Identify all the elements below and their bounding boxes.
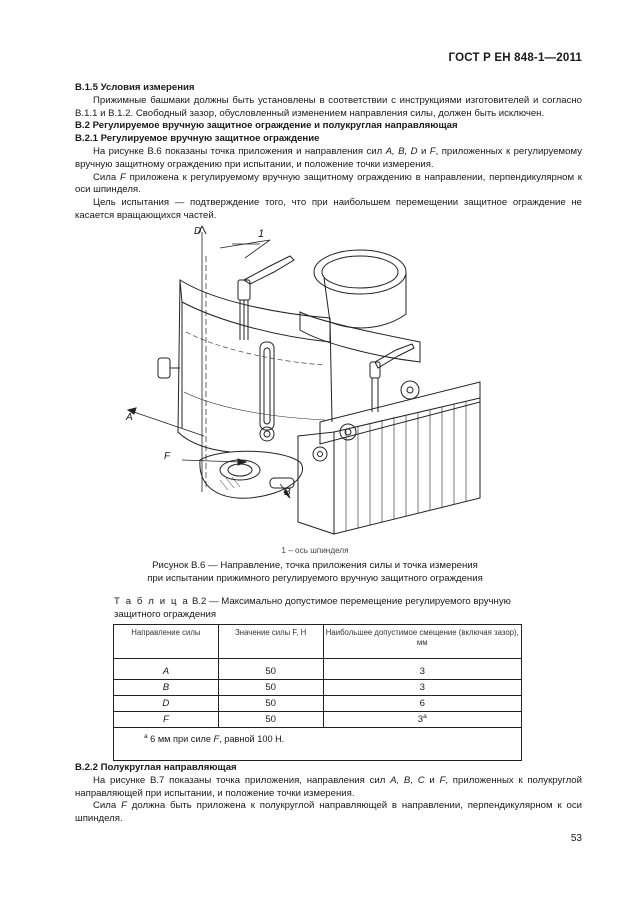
- table-title: Т а б л и ц а В.2 — Максимально допустимое перемещение регулируемого вручную защитного ограждения: [114, 596, 511, 620]
- figure-label-a: A: [126, 412, 133, 423]
- table-footnote: $^а$ 6 мм при силе F, равной 100 Н.: [114, 728, 522, 761]
- cell-direction: B: [114, 680, 219, 696]
- bottom-text-block: [75, 762, 582, 826]
- displacement-table: [113, 624, 522, 761]
- cell-displacement: 3: [323, 680, 521, 696]
- figure-b6-drawing: [120, 222, 520, 540]
- figure-label-1: 1: [258, 228, 265, 240]
- cell-direction: A: [114, 659, 219, 680]
- cell-force: 50: [218, 680, 323, 696]
- table-row: [114, 712, 522, 728]
- cell-force: 50: [218, 712, 323, 728]
- table-footnote-row: [114, 728, 522, 761]
- figure-caption-line-1: Рисунок В.6 — Направление, точка приложения силы и точка измерения: [152, 560, 478, 571]
- cell-direction: F: [114, 712, 219, 728]
- figure-caption-line-2: при испытании прижимного регулируемого вручную защитного ограждения: [147, 572, 483, 584]
- section-b22-paragraph-1: На рисунке В.7 показаны точка приложения, направления сил A, B, C и F, приложенных к полукруглой направляющей при испытании, и положение точки измерения.: [75, 774, 582, 799]
- section-b22-title: В.2.2 Полукруглая направляющая: [75, 762, 237, 773]
- section-b21-paragraph-3: Цель испытания — подтверждение того, что при наибольшем перемещении защитное ограждение не касается вращающихся частей.: [75, 197, 582, 221]
- cell-displacement: $3^а$: [323, 712, 521, 728]
- document-id: ГОСТ Р ЕН 848-1—2011: [448, 52, 582, 64]
- section-b15-title: В.1.5 Условия измерения: [75, 82, 195, 93]
- cell-force: 50: [218, 696, 323, 712]
- section-b2-title: В.2 Регулируемое вручную защитное ограждение и полукруглая направляющая: [75, 120, 458, 132]
- section-b21-paragraph-2: Сила F приложена к регулируемому вручную защитному ограждению в направлении, перпендикулярном к оси шпинделя.: [75, 171, 583, 196]
- cell-direction: D: [114, 696, 219, 712]
- top-text-block: [75, 82, 582, 223]
- section-b15-text: Прижимные башмаки должны быть установлены в соответствии с инструкциями изготовителей и согласно В.1.1 и В.1.2. Свободный зазор, обусловленный изменением направления силы, должен быть исключен.: [75, 94, 582, 119]
- cell-displacement: 3: [323, 659, 521, 680]
- table-row: [114, 659, 522, 680]
- table-header-row: [114, 625, 522, 659]
- figure-label-b: B: [284, 487, 291, 498]
- cell-force: 50: [218, 659, 323, 680]
- figure-legend: 1 – ось шпинделя: [281, 546, 349, 555]
- table-header-displacement: Наибольшее допустимое смещение (включая зазор), мм: [323, 625, 521, 659]
- table-header-direction: Направление силы: [114, 625, 219, 659]
- figure-label-d: D: [194, 226, 202, 237]
- page-number: 53: [570, 833, 582, 844]
- table-header-force: Значение силы F, Н: [218, 625, 323, 659]
- footnote-mark: а: [423, 713, 427, 721]
- table-row: [114, 696, 522, 712]
- section-b21-title: В.2.1 Регулируемое вручную защитное ограждение: [75, 133, 320, 145]
- cell-displacement: 6: [323, 696, 521, 712]
- figure-caption: [0, 560, 630, 586]
- section-b21-paragraph-1: На рисунке В.6 показаны точка приложения и направления сил A, B, D и F, приложенных к регулируемому вручную защитному ограждению при испытании, и положение точки измерения.: [75, 145, 582, 170]
- table-row: [114, 680, 522, 696]
- figure-label-f: F: [164, 451, 171, 462]
- section-b22-paragraph-2: Сила F должна быть приложена к полукруглой направляющей в направлении, перпендикулярном к оси шпинделя.: [75, 800, 583, 825]
